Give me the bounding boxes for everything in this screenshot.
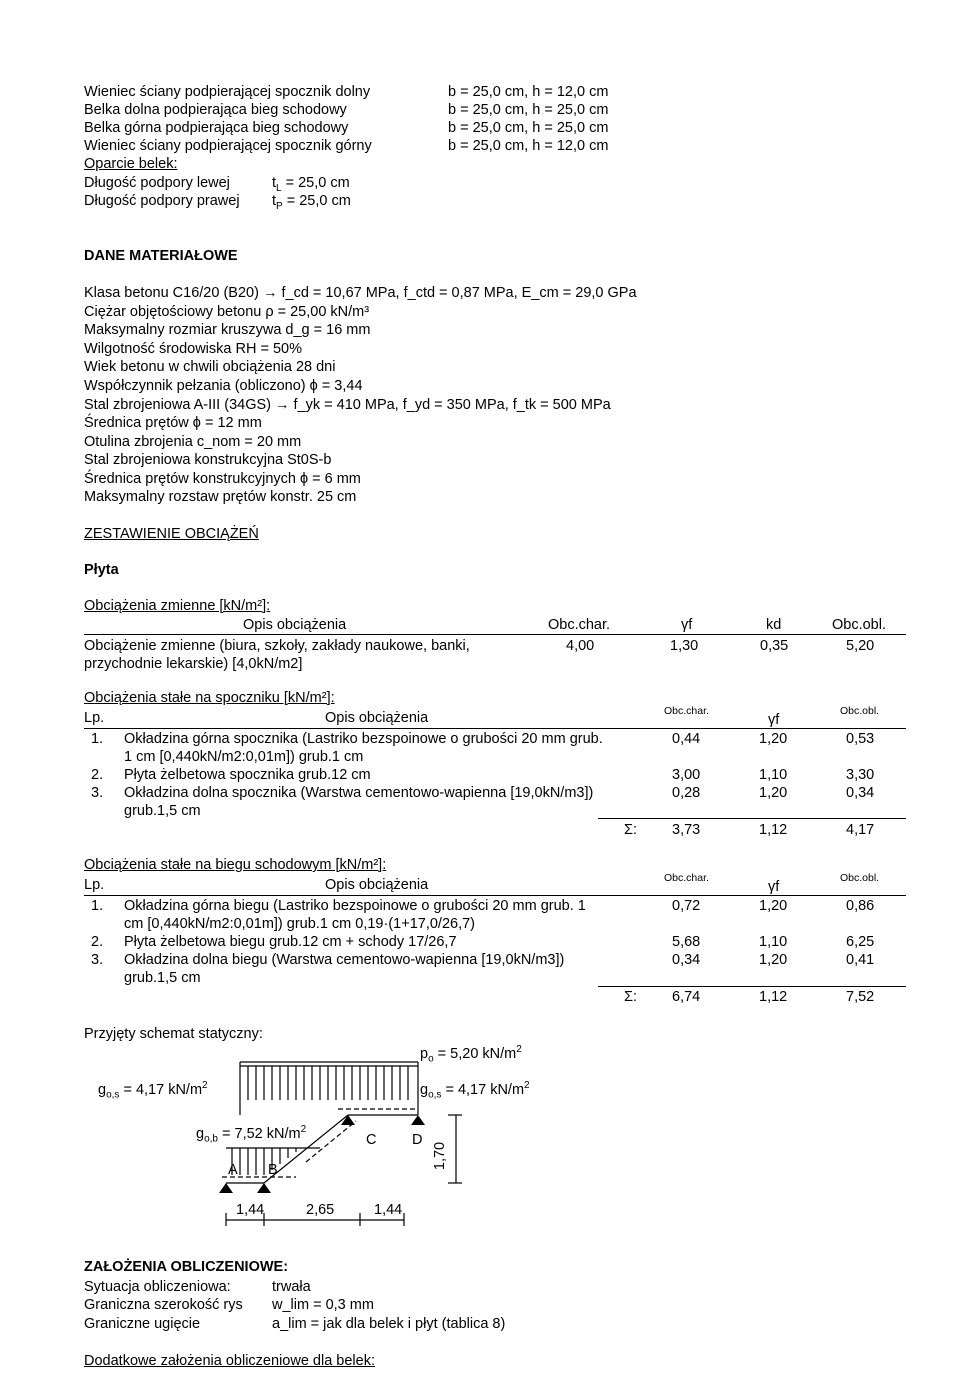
support-left-label: Długość podpory lewej <box>84 175 230 191</box>
flight-gamma: 1,20 <box>759 898 788 914</box>
flight-desc: Płyta żelbetowa biegu grub.12 cm + schody 17/26,7 <box>124 934 457 950</box>
flight-lp: 3. <box>91 952 104 968</box>
element-label-4: Wieniec ściany podpierającej spocznik górny <box>84 138 372 154</box>
landing-sum-char: 3,73 <box>672 822 701 838</box>
element-dims-3: b = 25,0 cm, h = 25,0 cm <box>448 120 609 136</box>
material-row: Maksymalny rozstaw prętów konstr. 25 cm <box>84 489 357 505</box>
material-row: Ciężar objętościowy betonu ρ = 25,00 kN/m³ <box>84 304 370 320</box>
header-desc: Opis obciążenia <box>243 617 347 633</box>
element-dims-1: b = 25,0 cm, h = 12,0 cm <box>448 84 609 100</box>
scheme-title: Przyjęty schemat statyczny: <box>84 1026 263 1042</box>
landing-obl: 3,30 <box>846 767 875 783</box>
landing-loads-title: Obciążenia stałe na spoczniku [kN/m²]: <box>84 690 335 706</box>
flight-sum-gamma: 1,12 <box>759 989 788 1005</box>
material-row: Średnica prętów konstrukcyjnych ϕ = 6 mm <box>84 471 361 487</box>
flight-obl: 6,25 <box>846 934 875 950</box>
flight-sum-label: Σ: <box>624 989 637 1005</box>
header-desc: Opis obciążenia <box>325 877 429 893</box>
assumption-label: Sytuacja obliczeniowa: <box>84 1279 231 1295</box>
load-gob-label: $g_{o,b} = 7,52$ $kN/m^2$ <box>196 1124 307 1145</box>
load-gos-left-label: $g_{o,s} = 4,17$ $kN/m^2$ <box>98 1080 208 1101</box>
landing-sum-label: Σ: <box>624 822 637 838</box>
header-lp: Lp. <box>84 710 105 726</box>
material-row: Wiek betonu w chwili obciążenia 28 dni <box>84 359 336 375</box>
flight-gamma: 1,10 <box>759 934 788 950</box>
variable-desc: przychodnie lekarskie) [4,0kN/m2] <box>84 656 303 672</box>
variable-loads-title: Obciążenia zmienne [kN/m²]: <box>84 598 271 614</box>
landing-char: 3,00 <box>672 767 701 783</box>
material-row: Otulina zbrojenia c_nom = 20 mm <box>84 434 302 450</box>
landing-gamma: 1,20 <box>759 785 788 801</box>
assumptions-footer: Dodatkowe założenia obliczeniowe dla belek: <box>84 1353 375 1369</box>
landing-char: 0,28 <box>672 785 701 801</box>
header-desc: Opis obciążenia <box>325 710 429 726</box>
element-dims-4: b = 25,0 cm, h = 12,0 cm <box>448 138 609 154</box>
landing-gamma: 1,20 <box>759 731 788 747</box>
landing-obl: 0,34 <box>846 785 875 801</box>
dim-3: 1,44 <box>374 1202 403 1218</box>
variable-char: 4,00 <box>566 638 595 654</box>
flight-char: 5,68 <box>672 934 701 950</box>
variable-gamma: 1,30 <box>670 638 699 654</box>
header-obl: Obc.obl. <box>832 617 886 633</box>
header-kd: kd <box>766 617 782 633</box>
material-row: Stal zbrojeniowa A-III (34GS) → f_yk = 410 MPa, f_yd = 350 MPa, f_tk = 500 MPa <box>84 397 611 413</box>
flight-char: 0,34 <box>672 952 701 968</box>
landing-desc: 1 cm [0,440kN/m2:0,01m]) grub.1 cm <box>124 749 364 765</box>
landing-lp: 3. <box>91 785 104 801</box>
landing-desc: Okładzina górna spocznika (Lastriko bezspoinowe o grubości 20 mm grub. <box>124 731 603 747</box>
flight-sum-obl: 7,52 <box>846 989 875 1005</box>
dim-1: 1,44 <box>236 1202 265 1218</box>
header-lp: Lp. <box>84 877 105 893</box>
assumption-value: trwała <box>272 1279 311 1295</box>
assumption-label: Graniczna szerokość rys <box>84 1297 243 1313</box>
assumption-label: Graniczne ugięcie <box>84 1316 201 1332</box>
flight-sum-char: 6,74 <box>672 989 701 1005</box>
support-right-value: $t_P = 25,0$ cm <box>272 193 351 212</box>
flight-gamma: 1,20 <box>759 952 788 968</box>
material-row: Średnica prętów ϕ = 12 mm <box>84 415 262 431</box>
landing-lp: 1. <box>91 731 104 747</box>
landing-sum-gamma: 1,12 <box>759 822 788 838</box>
element-label-1: Wieniec ściany podpierającej spocznik dolny <box>84 84 371 100</box>
landing-desc: Płyta żelbetowa spocznika grub.12 cm <box>124 767 371 783</box>
flight-char: 0,72 <box>672 898 701 914</box>
assumptions-title: ZAŁOŻENIA OBLICZENIOWE: <box>84 1259 289 1275</box>
landing-sum-obl: 4,17 <box>846 822 875 838</box>
flight-desc: Okładzina górna biegu (Lastriko bezspoinowe o grubości 20 mm grub. 1 <box>124 898 586 914</box>
landing-gamma: 1,10 <box>759 767 788 783</box>
loads-title: ZESTAWIENIE OBCIĄŻEŃ <box>84 526 259 542</box>
dim-height: 1,70 <box>432 1141 449 1171</box>
support-header: Oparcie belek: <box>84 156 178 172</box>
header-char: Obc.char. <box>548 617 611 633</box>
point-b: B <box>268 1162 278 1178</box>
point-d: D <box>412 1132 423 1148</box>
header-obl: Obc.obl. <box>840 872 880 884</box>
flight-obl: 0,86 <box>846 898 875 914</box>
load-po-label: $p_o = 5,20$ $kN/m^2$ <box>420 1044 522 1065</box>
landing-desc: Okładzina dolna spocznika (Warstwa cementowo-wapienna [19,0kN/m3]) <box>124 785 594 801</box>
material-row: Współczynnik pełzania (obliczono) ϕ = 3,44 <box>84 378 363 394</box>
header-char: Obc.char. <box>664 705 709 717</box>
point-a: A <box>228 1162 238 1178</box>
support-left-value: $t_L = 25,0$ cm <box>272 175 350 194</box>
support-right-label: Długość podpory prawej <box>84 193 240 209</box>
landing-char: 0,44 <box>672 731 701 747</box>
element-dims-2: b = 25,0 cm, h = 25,0 cm <box>448 102 609 118</box>
element-label-3: Belka górna podpierająca bieg schodowy <box>84 120 349 136</box>
material-row: Maksymalny rozmiar kruszywa d_g = 16 mm <box>84 322 371 338</box>
variable-kd: 0,35 <box>760 638 789 654</box>
flight-desc: grub.1,5 cm <box>124 970 201 986</box>
material-row: Klasa betonu C16/20 (B20) → f_cd = 10,67 MPa, f_ctd = 0,87 MPa, E_cm = 29,0 GPa <box>84 285 637 301</box>
plate-title: Płyta <box>84 562 119 578</box>
material-row: Stal zbrojeniowa konstrukcyjna St0S-b <box>84 452 332 468</box>
flight-loads-title: Obciążenia stałe na biegu schodowym [kN/m²]: <box>84 857 387 873</box>
flight-desc: Okładzina dolna biegu (Warstwa cementowo-wapienna [19,0kN/m3]) <box>124 952 565 968</box>
materials-title: DANE MATERIAŁOWE <box>84 248 238 264</box>
material-row: Wilgotność środowiska RH = 50% <box>84 341 302 357</box>
flight-lp: 1. <box>91 898 104 914</box>
landing-desc: grub.1,5 cm <box>124 803 201 819</box>
assumption-value: w_lim = 0,3 mm <box>272 1297 374 1313</box>
load-gos-right-label: $g_{o,s} = 4,17$ $kN/m^2$ <box>420 1080 530 1101</box>
flight-lp: 2. <box>91 934 104 950</box>
point-c: C <box>366 1132 377 1148</box>
dim-2: 2,65 <box>306 1202 335 1218</box>
landing-lp: 2. <box>91 767 104 783</box>
header-char: Obc.char. <box>664 872 709 884</box>
header-gamma: γf <box>681 617 693 633</box>
header-gamma: γf <box>768 879 780 895</box>
element-label-2: Belka dolna podpierająca bieg schodowy <box>84 102 347 118</box>
variable-obl: 5,20 <box>846 638 875 654</box>
landing-obl: 0,53 <box>846 731 875 747</box>
header-obl: Obc.obl. <box>840 705 880 717</box>
flight-obl: 0,41 <box>846 952 875 968</box>
variable-desc: Obciążenie zmienne (biura, szkoły, zakłady naukowe, banki, <box>84 638 470 654</box>
header-gamma: γf <box>768 712 780 728</box>
assumption-value: a_lim = jak dla belek i płyt (tablica 8) <box>272 1316 506 1332</box>
flight-desc: cm [0,440kN/m2:0,01m]) grub.1 cm 0,19·(1+17,0/26,7) <box>124 916 475 932</box>
